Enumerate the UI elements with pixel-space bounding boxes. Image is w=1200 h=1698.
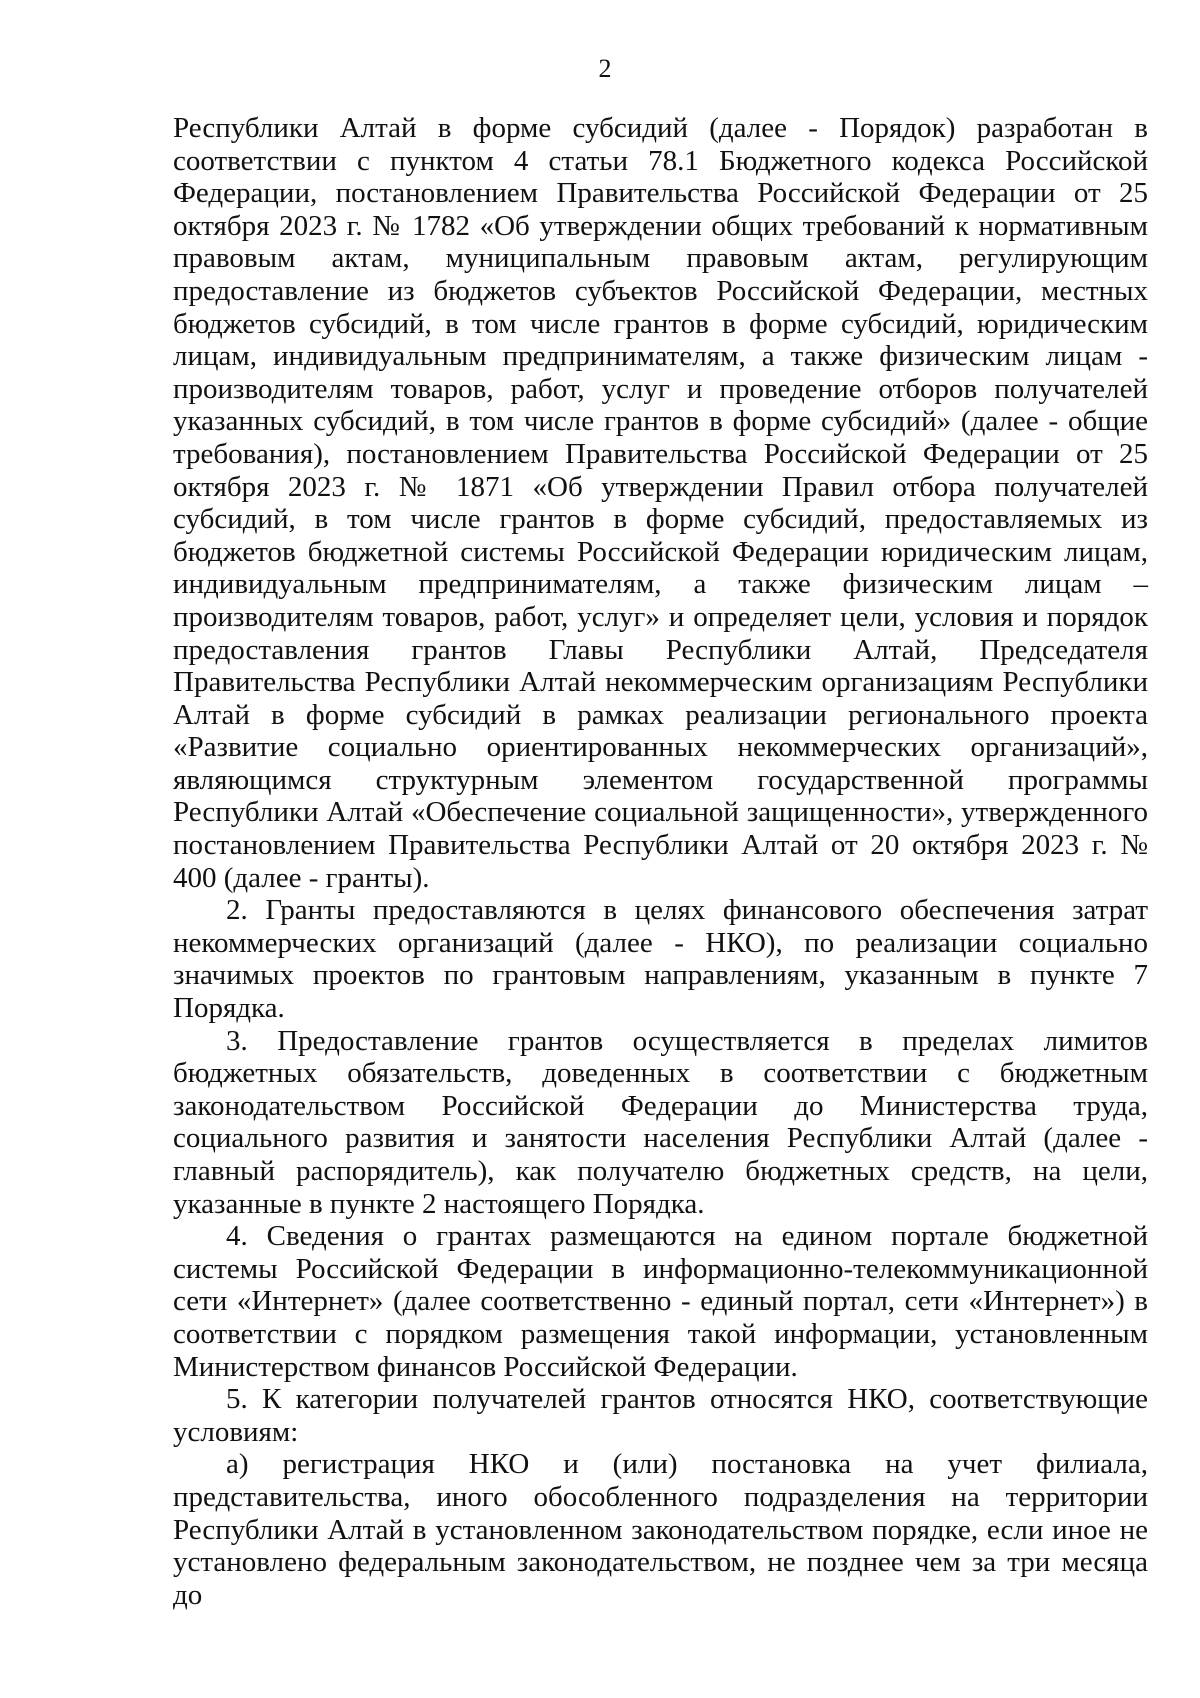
- paragraph-item-3: 3. Предоставление грантов осуществляется в пределах лимитов бюджетных обязательств, доведенных в соответствии с бюджетным законодательством Российской Федерации до Министерства труда, социального развития и занятости населения Республики Алтай (далее - главный распорядитель), как получателю бюджетных средств, на цели, указанные в пункте 2 настоящего Порядка.: [173, 1024, 1148, 1220]
- paragraph-item-5: 5. К категории получателей грантов относятся НКО, соответствующие условиям:: [173, 1383, 1148, 1448]
- paragraph-item-2: 2. Гранты предоставляются в целях финансового обеспечения затрат некоммерческих организаций (далее - НКО), по реализации социально значимых проектов по грантовым направлениям, указанным в пункте 7 Порядка.: [173, 894, 1148, 1025]
- document-body: [173, 112, 1148, 1611]
- paragraph-item-5a: а) регистрация НКО и (или) постановка на учет филиала, представительства, иного обособленного подразделения на территории Республики Алтай в установленном законодательством порядке, если иное не установлено федеральным законодательством, не позднее чем за три месяца до: [173, 1448, 1148, 1611]
- page-number: 2: [598, 54, 612, 83]
- paragraph-intro: Республики Алтай в форме субсидий (далее - Порядок) разработан в соответствии с пунктом 4 статьи 78.1 Бюджетного кодекса Российской Федерации, постановлением Правительства Российской Федерации от 25 октября 2023 г. № 1782 «Об утверждении общих требований к нормативным правовым актам, муниципальным правовым актам, регулирующим предоставление из бюджетов субъектов Российской Федерации, местных бюджетов субсидий, в том числе грантов в форме субсидий, юридическим лицам, индивидуальным предпринимателям, а также физическим лицам - производителям товаров, работ, услуг и проведение отборов получателей указанных субсидий, в том числе грантов в форме субсидий» (далее - общие требования), постановлением Правительства Российской Федерации от 25 октября 2023 г. № 1871 «Об утверждении Правил отбора получателей субсидий, в том числе грантов в форме субсидий, предоставляемых из бюджетов бюджетной системы Российской Федерации юридическим лицам, индивидуальным предпринимателям, а также физическим лицам – производителям товаров, работ, услуг» и определяет цели, условия и порядок предоставления грантов Главы Республики Алтай, Председателя Правительства Республики Алтай некоммерческим организациям Республики Алтай в форме субсидий в рамках реализации регионального проекта «Развитие социально ориентированных некоммерческих организаций», являющимся структурным элементом государственной программы Республики Алтай «Обеспечение социальной защищенности», утвержденного постановлением Правительства Республики Алтай от 20 октября 2023 г. № 400 (далее - гранты).: [173, 112, 1148, 894]
- paragraph-item-4: 4. Сведения о грантах размещаются на едином портале бюджетной системы Российской Федерации в информационно-телекоммуникационной сети «Интернет» (далее соответственно - единый портал, сети «Интернет») в соответствии с порядком размещения такой информации, установленным Министерством финансов Российской Федерации.: [173, 1220, 1148, 1383]
